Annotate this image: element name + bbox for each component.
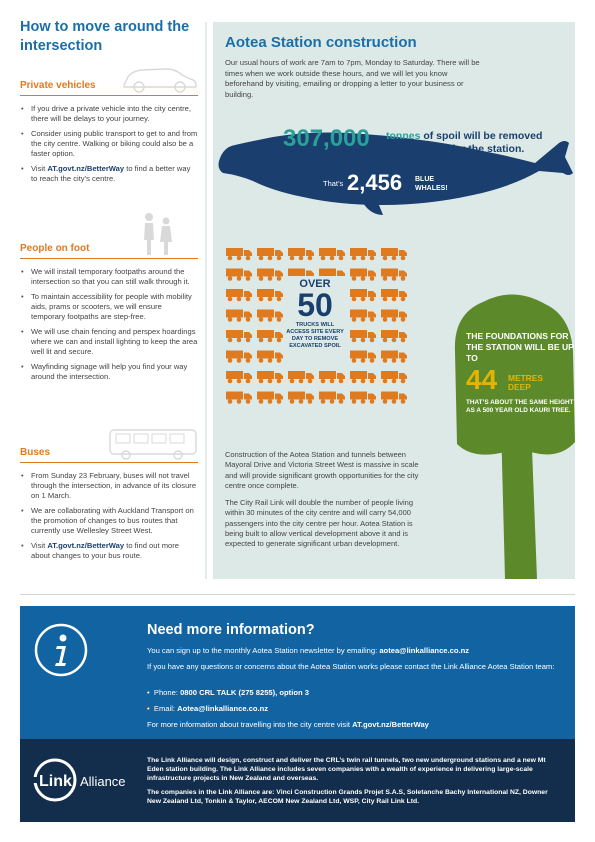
whales-prefix: That’s xyxy=(323,179,344,188)
info-title: Need more information? xyxy=(147,622,315,638)
section-divider xyxy=(20,594,575,595)
truck-icon xyxy=(381,269,407,281)
truck-icon xyxy=(381,310,407,322)
list-item: • We will install temporary footpaths around the intersection so that you can still walk through it. xyxy=(20,267,198,287)
truck-icon xyxy=(381,351,407,363)
list-item: • From Sunday 23 February, buses will not travel through the intersection, in advance of its closure on 1 March. xyxy=(20,471,198,501)
car-icon xyxy=(120,63,198,93)
truck-icon xyxy=(319,371,345,383)
truck-icon xyxy=(257,371,283,383)
spoil-unit-text: tonnes of spoil will be removed xyxy=(386,130,543,142)
svg-text:Alliance: Alliance xyxy=(80,774,126,789)
alliance-companies: The companies in the Link Alliance are: Vinci Construction Grands Projet S.A.S, Soletanche Bachy International NZ, Downer New Zealand Ltd, Tonkin & Taylor, AECOM New Zealand Ltd, WSP, City Rail Link Ltd. xyxy=(147,789,548,806)
spoil-tonnes-number: 307,000 xyxy=(283,125,370,152)
private-vehicles-section xyxy=(20,80,198,189)
list-item: • If you drive a private vehicle into the city centre, there will be delays to your journey. xyxy=(20,104,198,124)
link-alliance-footer xyxy=(20,739,575,822)
left-column xyxy=(20,18,198,56)
truck-icon xyxy=(226,269,252,281)
truck-icon xyxy=(226,248,252,260)
truck-icon xyxy=(381,248,407,260)
truck-icon xyxy=(257,289,283,301)
pedestrians-icon xyxy=(138,212,178,256)
truck-icon xyxy=(226,351,252,363)
truck-icon xyxy=(226,392,252,404)
foundations-title: THE FOUNDATIONS FOR THE STATION WILL BE UP TO xyxy=(466,331,574,363)
info-icon xyxy=(33,622,89,678)
better-way-link[interactable]: AT.govt.nz/BetterWay xyxy=(47,164,125,173)
construction-paragraph: Construction of the Aotea Station and tunnels between Mayoral Drive and Victoria Street West is massive in scale and will provide significant growth opportunities for the city centre once complete. xyxy=(225,450,419,490)
truck-icon xyxy=(381,330,407,342)
foundations-depth-unit: METRES DEEP xyxy=(508,373,543,392)
bus-icon xyxy=(108,428,198,460)
better-way-link[interactable]: AT.govt.nz/BetterWay xyxy=(352,720,429,729)
city-rail-link-paragraph: The City Rail Link will double the number of people living within 30 minutes of the city centre and will carry 54,000 passengers into the city centre per hour. Aotea Station is being built to allow vertical development above it and is expected to generate significant urban development. xyxy=(225,498,414,549)
list-item: • Wayfinding signage will help you find your way around the intersection. xyxy=(20,362,198,382)
svg-text:Link: Link xyxy=(39,773,72,790)
list-item: • We will use chain fencing and perspex hoardings where we can and install lighting to keep the area well lit and secure. xyxy=(20,327,198,357)
truck-icon xyxy=(350,310,376,322)
email-item: • Email: Aotea@linkalliance.co.nz xyxy=(147,704,269,713)
contact-text: If you have any questions or concerns about the Aotea Station works please contact the Link Alliance Aotea Station team: xyxy=(147,662,555,671)
truck-icon xyxy=(381,371,407,383)
page-title: How to move around the intersection xyxy=(20,19,190,54)
list-item: • We are collaborating with Auckland Transport on the promotion of changes to bus routes that currently use Wellesley Street West. xyxy=(20,506,198,536)
truck-icon xyxy=(350,371,376,383)
private-vehicles-heading: Private vehicles xyxy=(20,80,198,96)
better-way-link[interactable]: AT.govt.nz/BetterWay xyxy=(47,541,125,550)
link-alliance-logo xyxy=(31,754,135,806)
panel-title: Aotea Station construction xyxy=(225,34,417,51)
email-link[interactable]: Aotea@linkalliance.co.nz xyxy=(177,704,269,713)
spoil-purpose-text: to make way for the station. xyxy=(386,143,525,155)
trucks-stat xyxy=(284,276,346,368)
list-item: • Consider using public transport to get to and from the city centre. Walking or biking could also be a faster option. xyxy=(20,129,198,159)
trucks-description: TRUCKS WILL ACCESS SITE EVERY DAY TO REMOVE EXCAVATED SPOIL xyxy=(286,322,344,349)
truck-icon xyxy=(226,310,252,322)
truck-icon xyxy=(350,351,376,363)
foundations-depth-number: 44 xyxy=(466,364,498,395)
newsletter-text: You can sign up to the monthly Aotea Station newsletter by emailing: aotea@linkalliance.co.nz xyxy=(147,646,470,655)
truck-icon xyxy=(350,289,376,301)
buses-list xyxy=(20,471,198,561)
phone-item: • Phone: 0800 CRL TALK (275 8255), option 3 xyxy=(147,688,309,697)
truck-icon xyxy=(288,248,314,260)
list-item: • Visit AT.govt.nz/BetterWay to find a better way to reach the city’s centre. xyxy=(20,164,198,184)
phone-link[interactable]: 0800 CRL TALK xyxy=(180,688,237,697)
need-more-information-box xyxy=(20,606,575,739)
truck-icon xyxy=(257,351,283,363)
truck-icon xyxy=(350,330,376,342)
truck-icon xyxy=(226,330,252,342)
truck-icon xyxy=(319,248,345,260)
truck-icon xyxy=(257,310,283,322)
truck-icon xyxy=(257,248,283,260)
alliance-description: The Link Alliance will design, construct and deliver the CRL’s twin rail tunnels, two new underground stations and a new Mt Eden station building. The Link Alliance includes seven companies with a wealth of experience in delivering large-scale infrastructure projects in New Zealand and overseas. xyxy=(147,757,546,783)
truck-icon xyxy=(257,269,283,281)
trucks-number: 50 xyxy=(297,287,333,323)
truck-icon xyxy=(319,392,345,404)
truck-icon xyxy=(288,392,314,404)
truck-icon xyxy=(381,289,407,301)
truck-icon xyxy=(257,330,283,342)
kauri-comparison: THAT’S ABOUT THE SAME HEIGHT AS A 500 YEAR OLD KAURI TREE. xyxy=(466,399,574,414)
truck-icon xyxy=(226,289,252,301)
people-on-foot-section xyxy=(20,243,198,387)
people-on-foot-heading: People on foot xyxy=(20,243,198,259)
trucks-over-label: OVER xyxy=(299,278,331,290)
buses-heading: Buses xyxy=(20,447,198,463)
blue-whales-number: 2,456 xyxy=(347,170,403,195)
truck-icon xyxy=(381,392,407,404)
list-item: • Visit AT.govt.nz/BetterWay to find out more about changes to your bus route. xyxy=(20,541,198,561)
blue-whales-label: BLUE WHALES! xyxy=(415,176,448,192)
truck-icon xyxy=(350,392,376,404)
newsletter-email-link[interactable]: aotea@linkalliance.co.nz xyxy=(379,646,470,655)
truck-icon xyxy=(257,392,283,404)
private-vehicles-list xyxy=(20,104,198,184)
truck-icon xyxy=(350,269,376,281)
truck-icon xyxy=(350,248,376,260)
people-on-foot-list xyxy=(20,267,198,382)
truck-icon xyxy=(226,371,252,383)
work-hours-text: Our usual hours of work are 7am to 7pm, Monday to Saturday. There will be times when we work outside these hours, and we will let you know beforehand by visiting, emailing or dropping a letter to your business or building. xyxy=(225,58,480,99)
aotea-construction-panel xyxy=(213,22,575,579)
column-divider xyxy=(205,22,207,579)
truck-icon xyxy=(288,371,314,383)
buses-section xyxy=(20,447,198,566)
list-item: • To maintain accessibility for people with mobility aids, prams or scooters, we will ensure temporary footpaths are step-free. xyxy=(20,292,198,322)
travel-info-text: For more information about travelling into the city centre visit AT.govt.nz/BetterWay xyxy=(147,720,429,729)
